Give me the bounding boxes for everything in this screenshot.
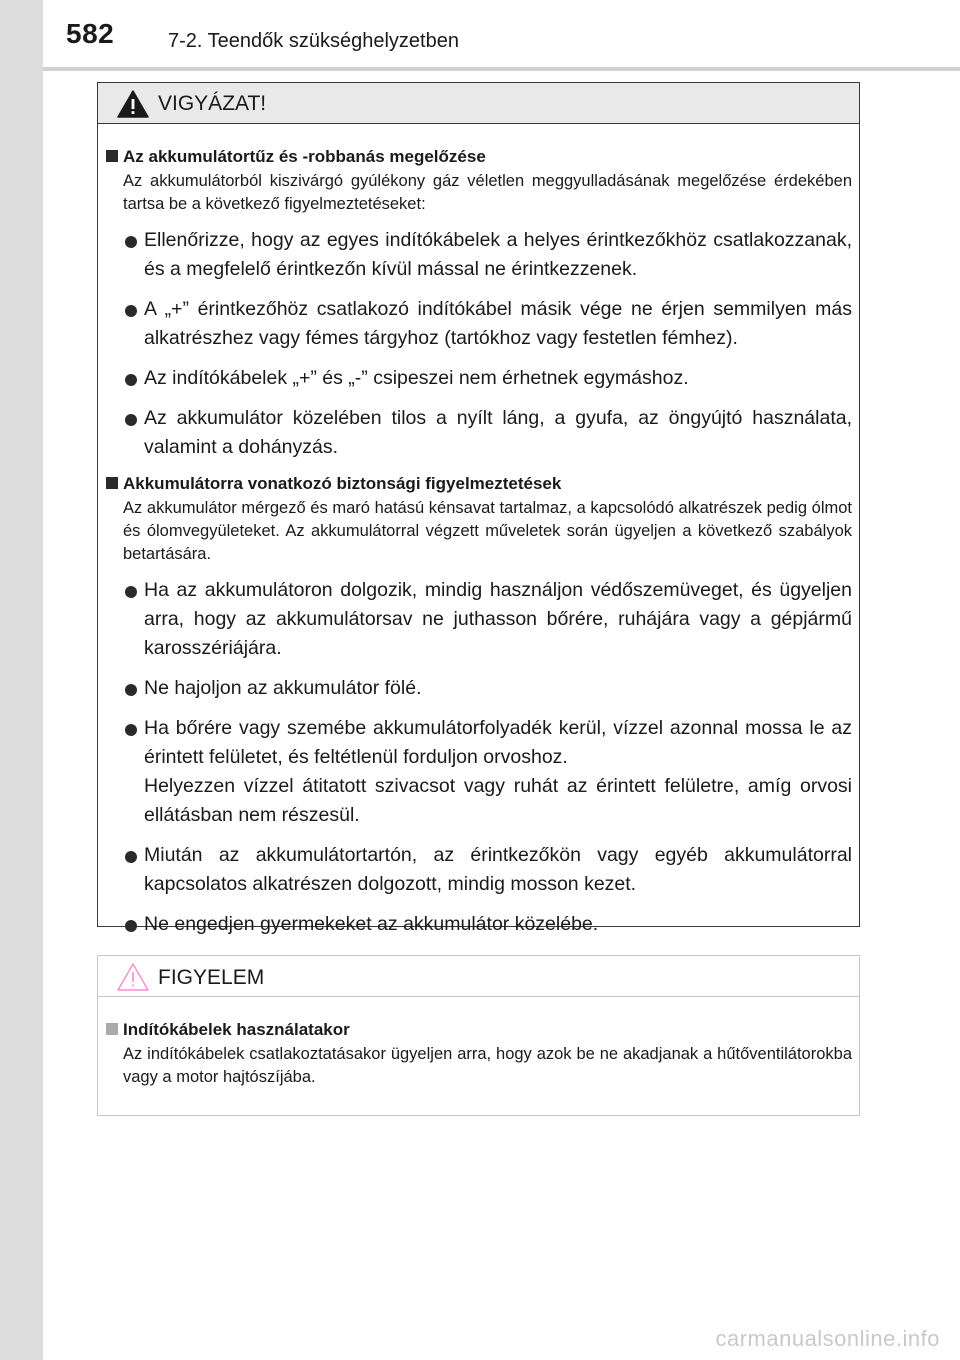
list-item-text: A „+” érintkezőhöz csatlakozó indítókábel másik vége ne érjen semmilyen más alkatrészhez vagy fémes tárgyhoz (tartókhoz vagy festetlen fémhez). xyxy=(144,298,852,349)
warning-label: VIGYÁZAT! xyxy=(158,92,267,115)
caution-triangle-icon xyxy=(117,962,149,992)
list-item-text: Ha bőrére vagy szemébe akkumulátorfolyadék kerül, vízzel azonnal mossa le az érintett felületet, és feltétlenül forduljon orvoshoz. xyxy=(144,717,852,768)
section-title: 7-2. Teendők szükséghelyzetben xyxy=(168,30,459,52)
list-item xyxy=(105,714,852,830)
round-bullet-icon xyxy=(125,236,137,248)
topic-jumper-cables xyxy=(105,1019,852,1089)
topic-intro-text: Az akkumulátorból kiszivárgó gyúlékony gáz véletlen meggyulladásának megelőzése érdekében tartsa be a következő figyelmeztetéseket: xyxy=(123,172,852,213)
list-item xyxy=(105,295,852,353)
list-item xyxy=(105,910,852,939)
round-bullet-icon xyxy=(125,414,137,426)
notice-label: FIGYELEM xyxy=(158,966,265,989)
list-item-text: Ha az akkumulátoron dolgozik, mindig használjon védőszemüveget, és ügyeljen arra, hogy az akkumulátorsav ne juthasson bőrére, ruhájára vagy a gépjármű karosszériájára. xyxy=(144,579,852,659)
round-bullet-icon xyxy=(125,724,137,736)
round-bullet-icon xyxy=(125,374,137,386)
topic-battery-safety xyxy=(105,473,852,566)
page-number: 582 xyxy=(66,18,115,49)
list-item-text: Ne engedjen gyermekeket az akkumulátor közelébe. xyxy=(144,913,599,935)
round-bullet-icon xyxy=(125,305,137,317)
round-bullet-icon xyxy=(125,920,137,932)
list-item xyxy=(105,364,852,393)
warning-box-header xyxy=(98,83,859,124)
list-item-text: Ne hajoljon az akkumulátor fölé. xyxy=(144,677,422,699)
topic-text: Az indítókábelek csatlakoztatásakor ügyeljen arra, hogy azok be ne akadjanak a hűtőventilátorokba vagy a motor hajtószíjába. xyxy=(123,1045,852,1086)
square-bullet-icon xyxy=(106,1023,118,1035)
topic-title: Akkumulátorra vonatkozó biztonsági figyelmeztetések xyxy=(123,474,562,493)
round-bullet-icon xyxy=(125,684,137,696)
list-item xyxy=(105,674,852,703)
round-bullet-icon xyxy=(125,586,137,598)
round-bullet-icon xyxy=(125,851,137,863)
notice-box xyxy=(97,955,860,1116)
header-rule xyxy=(43,67,960,71)
square-bullet-icon xyxy=(106,150,118,162)
topic-intro-text: Az akkumulátor mérgező és maró hatású kénsavat tartalmaz, a kapcsolódó alkatrészek pedig ólmot és ólomvegyületeket. Az akkumulátorral végzett műveletek során ügyeljen a következő szabályok betartására. xyxy=(123,499,852,563)
square-bullet-icon xyxy=(106,477,118,489)
warning-triangle-icon xyxy=(117,89,149,119)
notice-box-header xyxy=(98,956,859,997)
page-header xyxy=(0,0,960,60)
list-item-text: Ellenőrizze, hogy az egyes indítókábelek a helyes érintkezőkhöz csatlakozzanak, és a megfelelő érintkezőn kívül mással ne érintkezzenek. xyxy=(144,229,852,280)
list-item-text: Az akkumulátor közelében tilos a nyílt láng, a gyufa, az öngyújtó használata, valamint a dohányzás. xyxy=(144,407,852,458)
list-item-text: Az indítókábelek „+” és „-” csipeszei nem érhetnek egymáshoz. xyxy=(144,367,689,389)
warning-box xyxy=(97,82,860,935)
list-item-text: Miután az akkumulátortartón, az érintkezőkön vagy egyéb akkumulátorral kapcsolatos alkatrészen dolgozott, mindig mosson kezet. xyxy=(144,844,852,895)
notice-box-body xyxy=(98,997,859,1089)
topic-title: Indítókábelek használatakor xyxy=(123,1020,350,1039)
topic-battery-fire xyxy=(105,146,852,216)
footer-watermark: carmanualsonline.info xyxy=(715,1326,940,1351)
list-item xyxy=(105,841,852,899)
list-item-text-continued: Helyezzen vízzel átitatott szivacsot vagy ruhát az érintett felületre, amíg orvosi ellátásban nem részesül. xyxy=(144,775,852,826)
list-item xyxy=(105,576,852,663)
warning-box-body xyxy=(98,124,859,939)
side-margin-strip xyxy=(0,0,43,1360)
topic-title: Az akkumulátortűz és -robbanás megelőzése xyxy=(123,147,486,166)
list-item xyxy=(105,226,852,284)
list-item xyxy=(105,404,852,462)
